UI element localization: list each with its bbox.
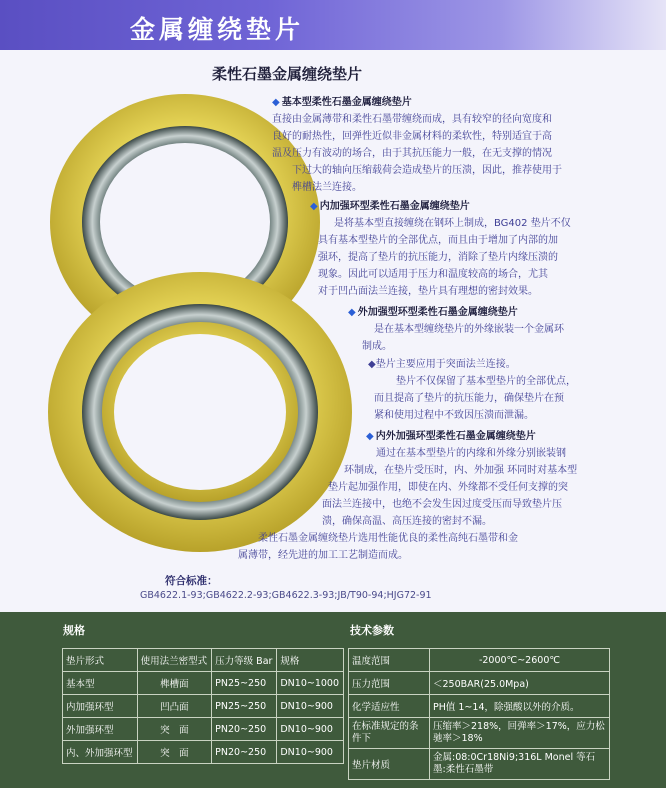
table-cell: DN10~900	[277, 741, 344, 764]
table-cell: 金属:08:0Cr18Ni9;316L Monel 等石墨:柔性石墨带	[430, 749, 610, 780]
table-cell: 内加强环型	[63, 695, 138, 718]
spec-table-title: 规格	[63, 624, 85, 637]
table-cell: PN25~250	[212, 695, 277, 718]
table-cell: 化学适应性	[349, 695, 430, 718]
table-row	[63, 741, 344, 764]
header-banner	[0, 0, 666, 50]
table-cell: 垫片材质	[349, 749, 430, 780]
table-row	[349, 749, 610, 780]
section-inner-outer-ring	[238, 428, 658, 564]
table-row	[63, 718, 344, 741]
table-header-row	[63, 649, 344, 672]
table-cell: PN20~250	[212, 718, 277, 741]
tech-table-title: 技术参数	[350, 624, 394, 637]
standards-text: GB4622.1-93;GB4622.2-93;GB4622.3-93;JB/T90-94;HJG72-91	[140, 590, 432, 601]
table-row	[63, 695, 344, 718]
table-header-cell: 垫片形式	[63, 649, 138, 672]
table-cell: PH值 1~14，除强酸以外的介质。	[430, 695, 610, 718]
paragraph-line: 紧和使用过程中不致因压溃而泄漏。	[374, 410, 534, 421]
table-cell: PN25~250	[212, 672, 277, 695]
paragraph-line: 直接由金属薄带和柔性石墨带缠绕而成，具有较窄的径向宽度和	[272, 114, 552, 125]
paragraph-line: 强环，提高了垫片的抗压能力，消除了垫片内缘压溃的	[318, 252, 558, 263]
paragraph-line: 具有基本型垫片的全部优点，而且由于增加了内部的加	[318, 235, 558, 246]
paragraph-line: 而且提高了垫片的抗压能力，确保垫片在预	[374, 393, 564, 404]
section-inner-ring	[310, 198, 655, 300]
tech-table	[348, 648, 610, 780]
table-header-cell: 使用法兰密型式	[137, 649, 212, 672]
paragraph-line: 现象。因此可以适用于压力和温度较高的场合，尤其	[318, 269, 548, 280]
paragraph-line: 通过在基本型垫片的内缘和外缘分别嵌装钢	[376, 448, 566, 459]
paragraph-line: 溃，确保高温、高压连接的密封不漏。	[322, 516, 492, 527]
section-heading: ◆垫片主要应用于突面法兰连接。	[368, 359, 516, 370]
table-cell: PN20~250	[212, 741, 277, 764]
standards-label: 符合标准：	[165, 575, 218, 587]
table-cell: 温度范围	[349, 649, 430, 672]
paragraph-line: 环制成，在垫片受压时，内、外加强 环同时对基本型	[344, 465, 578, 476]
paragraph-line: 对于凹凸面法兰连接，垫片具有理想的密封效果。	[318, 286, 538, 297]
paragraph-line: 良好的耐热性，回弹性近似非金属材料的柔软性，特别适宜于高	[272, 131, 552, 142]
section-heading: ◆ 外加强型环型柔性石墨金属缠绕垫片	[348, 307, 518, 318]
table-cell: 外加强环型	[63, 718, 138, 741]
table-header-cell: 压力等级 Bar	[212, 649, 277, 672]
section-outer-ring	[348, 304, 658, 355]
section-basic	[272, 94, 657, 196]
table-header-cell: 规格	[277, 649, 344, 672]
table-row	[63, 672, 344, 695]
table-cell: 内、外加强环型	[63, 741, 138, 764]
subtitle: 柔性石墨金属缠绕垫片	[212, 65, 363, 83]
spec-table	[62, 648, 344, 764]
table-cell: 突 面	[137, 718, 212, 741]
table-cell: DN10~1000	[277, 672, 344, 695]
table-cell: 压力范围	[349, 672, 430, 695]
diamond-bullet-icon: ◆	[310, 201, 318, 212]
diamond-bullet-icon: ◆	[368, 359, 376, 370]
section-heading: ◆ 内加强环型柔性石墨金属缠绕垫片	[310, 201, 470, 212]
section-heading: ◆ 内外加强环型柔性石墨金属缠绕垫片	[366, 431, 536, 442]
paragraph-line: 榫槽法兰连接。	[292, 182, 362, 193]
paragraph-line: 属薄带，经先进的加工工艺制造而成。	[238, 550, 408, 561]
table-row	[349, 695, 610, 718]
table-cell: 榫槽面	[137, 672, 212, 695]
paragraph-line: 是将基本型直接缠绕在钢环上制成，BG402 垫片不仅	[334, 218, 571, 229]
table-cell: DN10~900	[277, 718, 344, 741]
paragraph-line: 垫片不仅保留了基本型垫片的全部优点，	[396, 376, 576, 387]
table-cell: 在标准规定的条件下	[349, 718, 430, 749]
diamond-bullet-icon: ◆	[272, 97, 280, 108]
table-cell: 凹凸面	[137, 695, 212, 718]
paragraph-line: 温及压力有波动的场合，由于其抗压能力一般，在无支撑的情况	[272, 148, 552, 159]
table-row	[349, 649, 610, 672]
page-title: 金属缠绕垫片	[130, 15, 305, 44]
paragraph-line: 下过大的轴向压缩载荷会造成垫片的压溃，因此，推荐使用于	[292, 165, 562, 176]
table-cell: 突 面	[137, 741, 212, 764]
section-heading: ◆ 基本型柔性石墨金属缠绕垫片	[272, 97, 412, 108]
paragraph-line: 制成。	[362, 341, 392, 352]
table-row	[349, 672, 610, 695]
diamond-bullet-icon: ◆	[348, 307, 356, 318]
table-cell: 基本型	[63, 672, 138, 695]
table-cell: 压缩率＞218%，回弹率＞17%，应力松驰率＞18%	[430, 718, 610, 749]
table-cell: ＜250BAR(25.0Mpa)	[430, 672, 610, 695]
paragraph-line: 垫片起加强作用，即使在内、外缘都不受任何支撑的突	[328, 482, 568, 493]
table-row	[349, 718, 610, 749]
paragraph-line: 是在基本型缠绕垫片的外缘嵌装一个金属环	[374, 324, 564, 335]
table-cell: -2000℃~2600℃	[430, 649, 610, 672]
paragraph-line: 柔性石墨金属缠绕垫片选用性能优良的柔性高纯石墨带和金	[258, 533, 518, 544]
diamond-bullet-icon: ◆	[366, 431, 374, 442]
paragraph-line: 面法兰连接中，也绝不会发生因过度受压而导致垫片压	[322, 499, 562, 510]
section-application	[368, 356, 658, 424]
table-cell: DN10~900	[277, 695, 344, 718]
